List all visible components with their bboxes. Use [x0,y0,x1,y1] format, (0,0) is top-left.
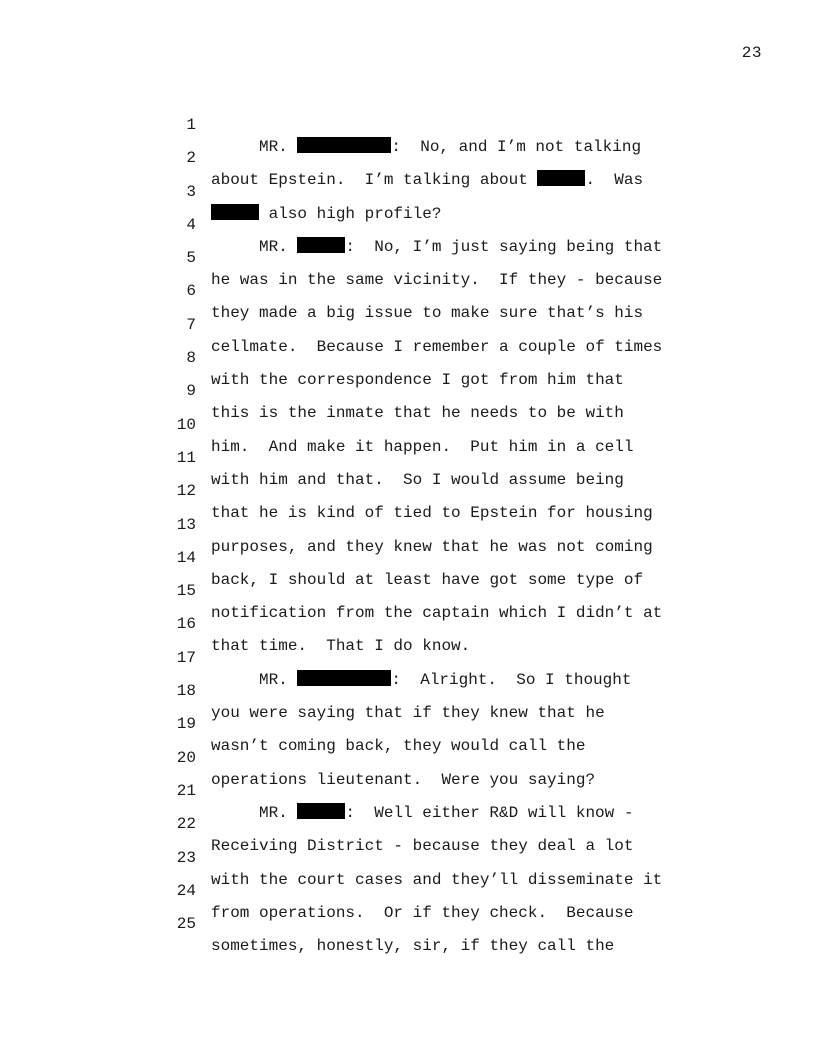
line-text: they made a big issue to make sure that’s his [211,304,644,323]
line-text: operations lieutenant. Were you saying? [211,770,596,789]
line-number: 16 [176,615,196,634]
transcript-line [0,658,816,723]
line-number: 8 [186,349,196,368]
line-number: 12 [176,482,196,501]
line-text: sometimes, honestly, sir, if they call the [211,937,615,956]
speaker-label: MR. [259,803,298,822]
transcript-line [0,292,816,356]
line-number: 1 [186,116,196,134]
line-number: 6 [186,282,196,301]
transcript-line [0,325,816,390]
line-text: from operations. Or if they check. Because [211,903,634,922]
transcript-line [0,225,816,290]
line-number: 23 [176,848,196,867]
line-number: 21 [176,781,196,800]
line-number: 20 [176,748,196,767]
speaker-label: MR. [259,138,298,156]
line-text: you were saying that if they knew that he [211,704,605,723]
line-text: with the correspondence I got from him that [211,371,624,390]
transcript-line [0,625,816,689]
line-text: purposes, and they knew that he was not coming [211,537,653,556]
transcript-line [0,891,816,956]
transcript-line [0,558,816,623]
line-text-segment: . Was [585,171,644,190]
line-text: with him and that. So I would assume being [211,470,624,489]
line-text: this is the inmate that he needs to be with [211,404,624,423]
transcript-line [0,525,816,589]
transcript-line [0,791,816,856]
line-text-segment: : Alright. So I thought [391,670,632,689]
line-text-segment: about Epstein. I’m talking about [211,171,538,190]
line-number: 7 [186,315,196,334]
speaker-label: MR. [259,237,298,256]
transcript-line [0,458,816,523]
transcript-line [0,825,816,889]
transcript-body [0,92,816,956]
line-number: 3 [186,182,196,201]
line-number: 19 [176,715,196,734]
transcript-line [0,492,816,556]
page-number: 23 [741,44,762,62]
transcript-line [0,691,816,756]
transcript-line [0,258,816,323]
line-text-segment: also high profile? [259,204,442,223]
line-text: wasn’t coming back, they would call the [211,737,586,756]
line-text: he was in the same vicinity. If they - because [211,271,663,290]
transcript-line [0,591,816,656]
line-number: 10 [176,415,196,434]
line-text: cellmate. Because I remember a couple of times [211,337,663,356]
transcript-line [0,159,816,223]
line-text: that he is kind of tied to Epstein for housing [211,504,653,523]
line-number: 11 [176,448,196,467]
line-text: that time. That I do know. [211,637,471,656]
line-text-segment: : Well either R&D will know - [345,803,634,822]
transcript-line [0,125,816,190]
line-text: Receiving District - because they deal a lot [211,837,634,856]
transcript-line [0,425,816,489]
line-number: 17 [176,648,196,667]
line-number: 5 [186,249,196,268]
line-number: 22 [176,815,196,834]
transcript-line [0,392,816,456]
transcript-line [0,92,816,156]
line-text-segment: : No, I’m just saying being that [345,237,663,256]
line-number: 25 [176,915,196,934]
transcript-line [0,192,816,256]
line-number: 14 [176,548,196,567]
line-text: with the court cases and they’ll disseminate it [211,870,663,889]
line-number: 15 [176,582,196,601]
line-number: 2 [186,149,196,168]
line-text: him. And make it happen. Put him in a cell [211,437,634,456]
speaker-label: MR. [259,670,298,689]
line-number: 13 [176,515,196,534]
line-number: 9 [186,382,196,401]
transcript-line [0,858,816,922]
transcript-line [0,725,816,789]
line-text: back, I should at least have got some type of [211,570,644,589]
line-number: 18 [176,682,196,701]
line-text: notification from the captain which I didn’t at [211,604,663,623]
transcript-line [0,758,816,822]
line-number: 4 [186,215,196,234]
line-text-segment: : No, and I’m not talking [391,138,642,156]
transcript-line [0,358,816,423]
line-number: 24 [176,881,196,900]
